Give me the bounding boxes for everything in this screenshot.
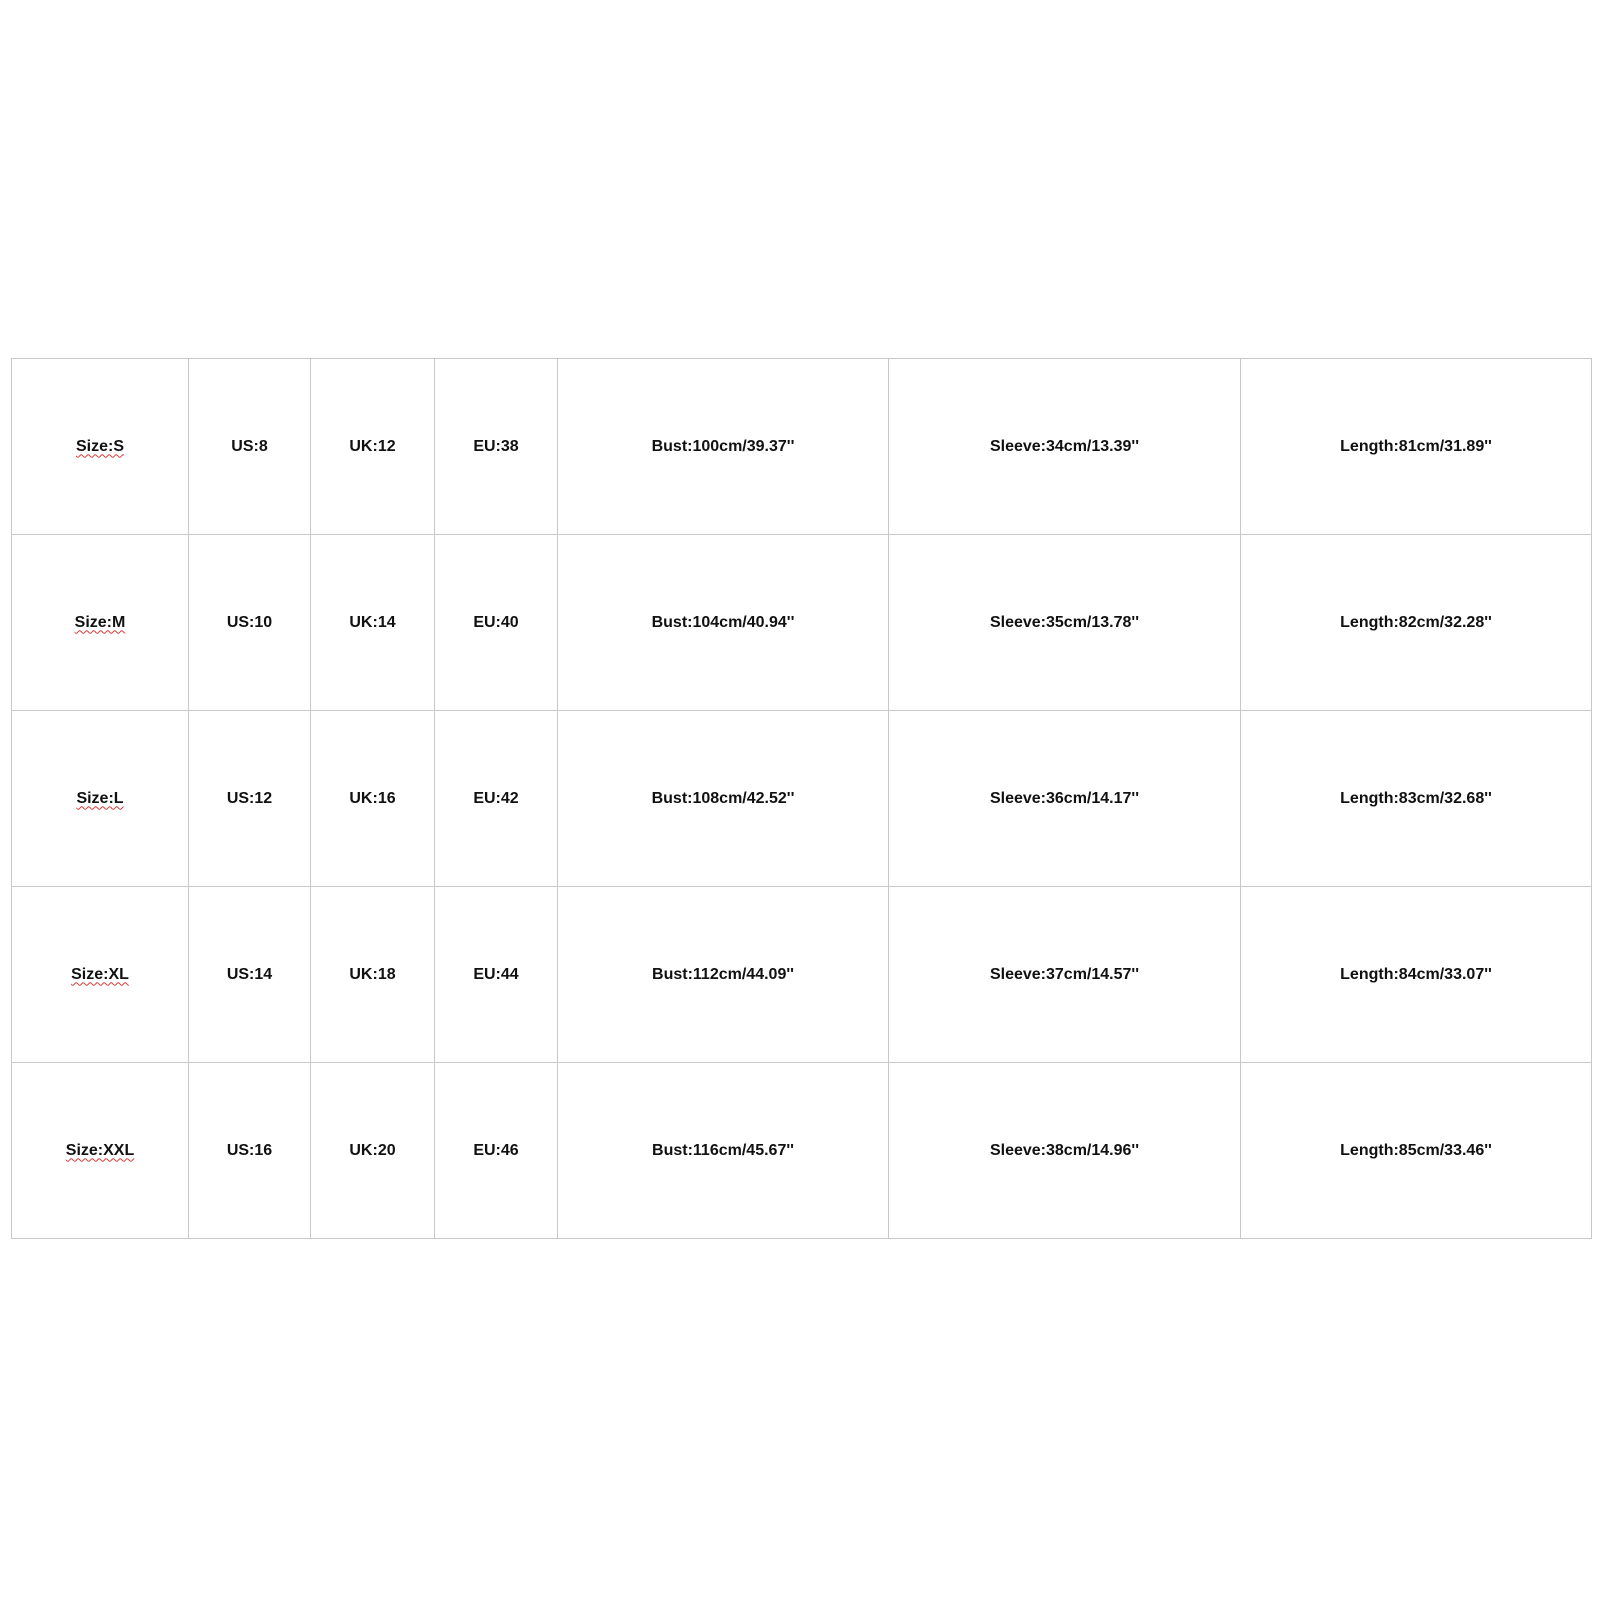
eu-size-cell: EU:40 (435, 535, 558, 711)
bust-cell: Bust:100cm/39.37'' (558, 359, 889, 535)
bust-cell: Bust:108cm/42.52'' (558, 711, 889, 887)
uk-size-cell: UK:16 (311, 711, 435, 887)
eu-size-cell: EU:46 (435, 1063, 558, 1239)
size-chart-table (11, 358, 1592, 1239)
us-size-cell: US:8 (189, 359, 311, 535)
table-row (12, 1063, 1592, 1239)
sleeve-cell: Sleeve:34cm/13.39'' (889, 359, 1241, 535)
sleeve-cell: Sleeve:38cm/14.96'' (889, 1063, 1241, 1239)
length-cell: Length:82cm/32.28'' (1241, 535, 1592, 711)
size-label: Size:M (74, 613, 126, 631)
size-cell (12, 359, 189, 535)
uk-size-cell: UK:12 (311, 359, 435, 535)
uk-size-cell: UK:20 (311, 1063, 435, 1239)
table-row (12, 359, 1592, 535)
length-cell: Length:84cm/33.07'' (1241, 887, 1592, 1063)
us-size-cell: US:10 (189, 535, 311, 711)
eu-size-cell: EU:44 (435, 887, 558, 1063)
bust-cell: Bust:116cm/45.67'' (558, 1063, 889, 1239)
table-row (12, 887, 1592, 1063)
size-label: Size:S (75, 437, 124, 455)
table-row (12, 711, 1592, 887)
size-cell (12, 535, 189, 711)
sleeve-cell: Sleeve:37cm/14.57'' (889, 887, 1241, 1063)
size-label: Size:XL (71, 965, 129, 983)
size-cell (12, 887, 189, 1063)
sleeve-cell: Sleeve:36cm/14.17'' (889, 711, 1241, 887)
us-size-cell: US:12 (189, 711, 311, 887)
uk-size-cell: UK:14 (311, 535, 435, 711)
us-size-cell: US:16 (189, 1063, 311, 1239)
eu-size-cell: EU:42 (435, 711, 558, 887)
eu-size-cell: EU:38 (435, 359, 558, 535)
bust-cell: Bust:104cm/40.94'' (558, 535, 889, 711)
uk-size-cell: UK:18 (311, 887, 435, 1063)
size-label: Size:XXL (65, 1141, 135, 1159)
size-cell (12, 1063, 189, 1239)
size-label: Size:L (76, 789, 124, 807)
length-cell: Length:85cm/33.46'' (1241, 1063, 1592, 1239)
sleeve-cell: Sleeve:35cm/13.78'' (889, 535, 1241, 711)
us-size-cell: US:14 (189, 887, 311, 1063)
length-cell: Length:81cm/31.89'' (1241, 359, 1592, 535)
length-cell: Length:83cm/32.68'' (1241, 711, 1592, 887)
size-cell (12, 711, 189, 887)
bust-cell: Bust:112cm/44.09'' (558, 887, 889, 1063)
table-row (12, 535, 1592, 711)
